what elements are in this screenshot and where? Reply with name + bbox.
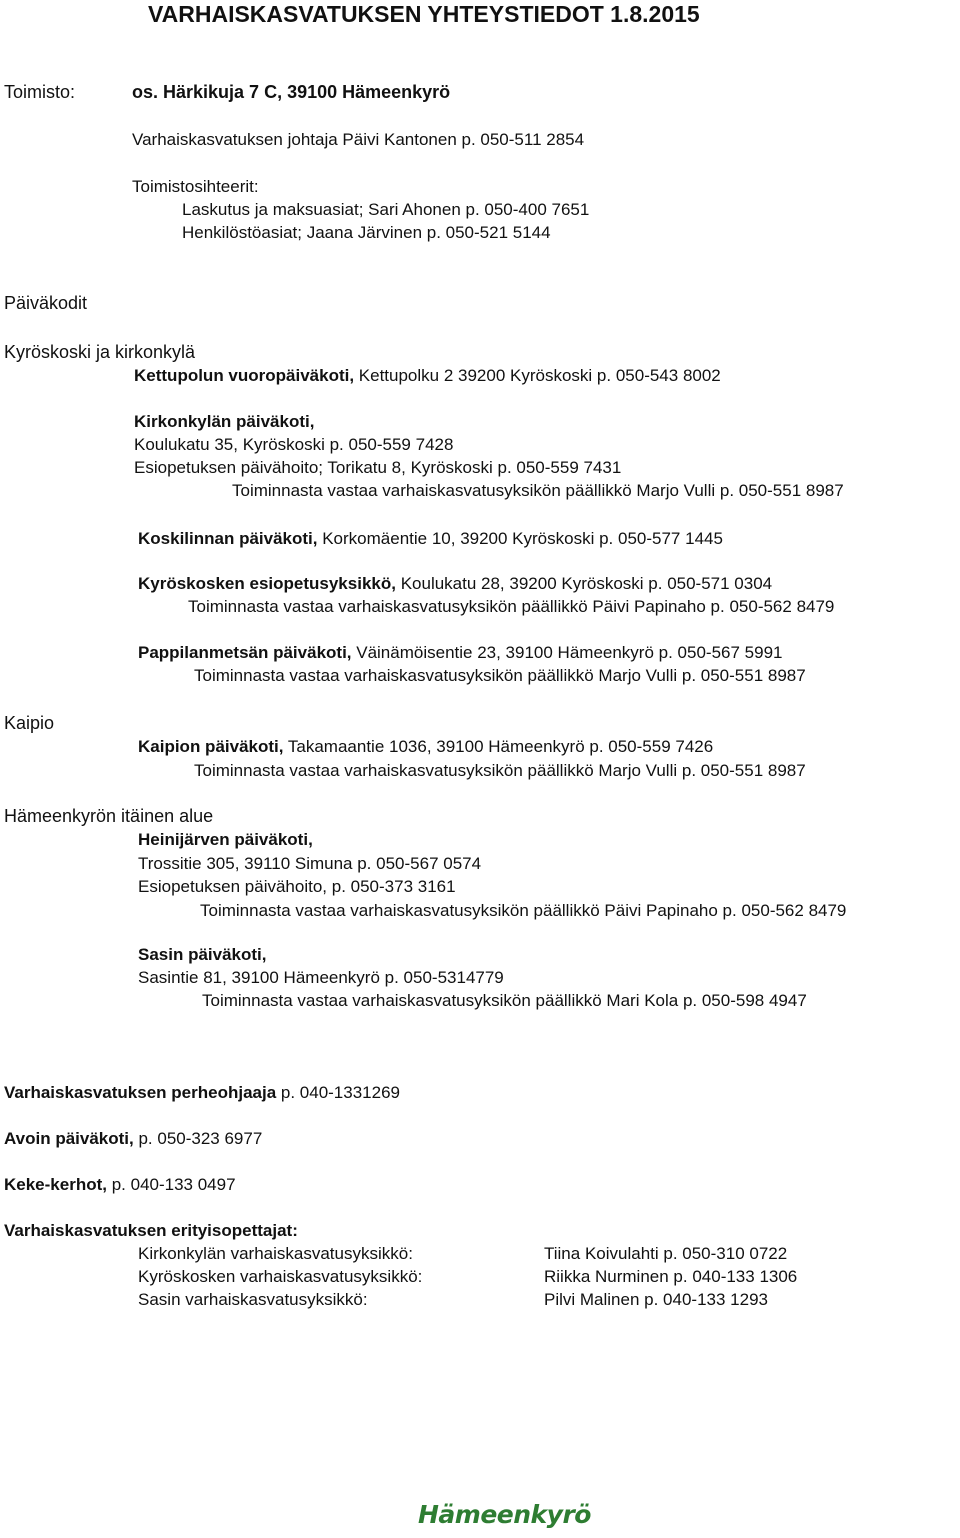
east-heading: Hämeenkyrön itäinen alue	[4, 806, 214, 826]
kaipio-responsible: Toiminnasta vastaa varhaiskasvatusyksikön päällikkö Marjo Vulli p. 050-551 8987	[194, 761, 806, 780]
kettupolku-name: Kettupolun vuoropäiväkoti,	[134, 366, 355, 385]
avoin-line	[4, 1130, 262, 1147]
kirkonkyla-address: Koulukatu 35, Kyröskoski p. 050-559 7428	[134, 435, 454, 454]
page-title: VARHAISKASVATUKSEN YHTEYSTIEDOT 1.8.2015	[148, 1, 700, 27]
koskilinna-name: Koskilinnan päiväkoti,	[138, 529, 318, 548]
hameenkyro-logo	[418, 1494, 591, 1534]
koskilinna-line	[138, 530, 723, 547]
special-teacher-unit: Kyröskosken varhaiskasvatusyksikkö:	[138, 1267, 423, 1286]
esiopetus-responsible: Toiminnasta vastaa varhaiskasvatusyksikön päällikkö Päivi Papinaho p. 050-562 8479	[188, 597, 835, 616]
heinijarvi-address: Trossitie 305, 39110 Simuna p. 050-567 0574	[138, 854, 482, 873]
special-teacher-person: Riikka Nurminen p. 040-133 1306	[544, 1267, 798, 1286]
director-line: Varhaiskasvatuksen johtaja Päivi Kantonen p. 050-511 2854	[132, 130, 585, 149]
hr-contact: Henkilöstöasiat; Jaana Järvinen p. 050-521 5144	[182, 223, 551, 242]
heinijarvi-name: Heinijärven päiväkoti,	[138, 830, 313, 849]
keke-phone: p. 040-133 0497	[106, 1175, 236, 1194]
pappila-responsible: Toiminnasta vastaa varhaiskasvatusyksikön päällikkö Marjo Vulli p. 050-551 8987	[194, 666, 806, 685]
kettupolku-line	[134, 367, 721, 384]
kaipio-line	[138, 738, 713, 755]
avoin-label: Avoin päiväkoti,	[4, 1129, 134, 1148]
kaipio-details: Takamaantie 1036, 39100 Hämeenkyrö p. 050-559 7426	[283, 737, 714, 756]
special-teacher-unit: Sasin varhaiskasvatusyksikkö:	[138, 1290, 368, 1309]
perheohjaaja-line	[4, 1084, 400, 1101]
heinijarvi-responsible: Toiminnasta vastaa varhaiskasvatusyksikön päällikkö Päivi Papinaho p. 050-562 8479	[200, 901, 847, 920]
kirkonkyla-responsible: Toiminnasta vastaa varhaiskasvatusyksikön päällikkö Marjo Vulli p. 050-551 8987	[232, 481, 844, 500]
kaipio-heading: Kaipio	[4, 713, 55, 733]
daycares-heading: Päiväkodit	[4, 293, 88, 313]
heinijarvi-preschool: Esiopetuksen päivähoito, p. 050-373 3161	[138, 877, 456, 896]
esiopetus-details: Koulukatu 28, 39200 Kyröskoski p. 050-571 0304	[395, 574, 773, 593]
kaipio-name: Kaipion päiväkoti,	[138, 737, 284, 756]
pappila-name: Pappilanmetsän päiväkoti,	[138, 643, 352, 662]
esiopetus-line	[138, 575, 772, 592]
office-label: Toimisto:	[4, 82, 76, 102]
sasi-address: Sasintie 81, 39100 Hämeenkyrö p. 050-5314779	[138, 968, 504, 987]
pappila-line	[138, 644, 782, 661]
koskilinna-details: Korkomäentie 10, 39200 Kyröskoski p. 050-577 1445	[317, 529, 723, 548]
esiopetus-name: Kyröskosken esiopetusyksikkö,	[138, 574, 396, 593]
kirkonkyla-name: Kirkonkylän päiväkoti,	[134, 412, 315, 431]
billing-contact: Laskutus ja maksuasiat; Sari Ahonen p. 050-400 7651	[182, 200, 590, 219]
special-teachers-heading: Varhaiskasvatuksen erityisopettajat:	[4, 1221, 298, 1240]
kettupolku-details: Kettupolku 2 39200 Kyröskoski p. 050-543 8002	[354, 366, 721, 385]
sasi-name: Sasin päiväkoti,	[138, 945, 267, 964]
kirkonkyla-preschool: Esiopetuksen päivähoito; Torikatu 8, Kyröskoski p. 050-559 7431	[134, 458, 622, 477]
sasi-responsible: Toiminnasta vastaa varhaiskasvatusyksikön päällikkö Mari Kola p. 050-598 4947	[202, 991, 807, 1010]
logo-text: Hämeenkyrö	[418, 1500, 591, 1529]
office-address: os. Härkikuja 7 C, 39100 Hämeenkyrö	[132, 82, 451, 102]
perheohjaaja-label: Varhaiskasvatuksen perheohjaaja	[4, 1083, 277, 1102]
avoin-phone: p. 050-323 6977	[133, 1129, 263, 1148]
special-teacher-person: Pilvi Malinen p. 040-133 1293	[544, 1290, 768, 1309]
kyroskoski-heading: Kyröskoski ja kirkonkylä	[4, 342, 196, 362]
office-secretaries-label: Toimistosihteerit:	[132, 177, 259, 196]
special-teacher-person: Tiina Koivulahti p. 050-310 0722	[544, 1244, 788, 1263]
keke-label: Keke-kerhot,	[4, 1175, 107, 1194]
perheohjaaja-phone: p. 040-1331269	[276, 1083, 400, 1102]
pappila-details: Väinämöisentie 23, 39100 Hämeenkyrö p. 050-567 5991	[351, 643, 783, 662]
keke-line	[4, 1176, 236, 1193]
special-teacher-unit: Kirkonkylän varhaiskasvatusyksikkö:	[138, 1244, 413, 1263]
